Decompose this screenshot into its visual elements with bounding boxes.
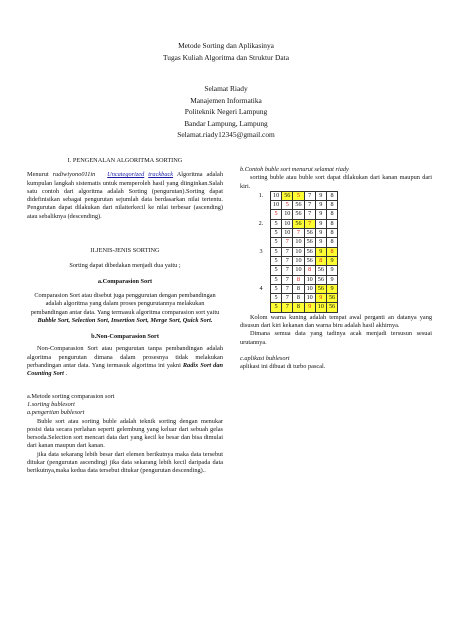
- sort-cell: 8: [326, 210, 337, 219]
- sort-cell: 7: [282, 294, 293, 303]
- sort-table-row: [252, 294, 338, 303]
- sort-cell: 5: [271, 266, 282, 275]
- sort-table-row: [252, 256, 338, 265]
- method-definition-heading: a.pengertian bublesort: [27, 409, 85, 417]
- sort-step-label: 2.: [258, 219, 264, 227]
- section-2-text: Sorting dapat dibedakan menjadi dua yaitu ;: [69, 262, 181, 270]
- author-dept: Manajemen Informatika: [190, 95, 262, 105]
- author-email: Selamat.riady12345@gmail.com: [177, 130, 275, 139]
- non-comparasion-list: Radix Sort dan Counting Sort: [27, 362, 223, 378]
- sort-cell: 8: [326, 201, 337, 210]
- sort-cell: 9: [326, 284, 337, 293]
- section-heading-1: I. PENGENALAN ALGORITMA SORTING: [67, 157, 183, 164]
- sort-cell: 7: [282, 238, 293, 247]
- sort-cell: 56: [315, 275, 326, 284]
- non-comparasion-end: .: [63, 370, 68, 378]
- bublesort-definition: Buble sort atau sorting buble adalah teknik sorting dengan menukar posisi data secara perlahan seperti gelembung yang keluar dari sebuah gelas bersoda.Selection sort mencari data dari yang kecil ke besar dan bisa dimulai dari kanan maupun dari kanan.: [27, 417, 223, 450]
- sort-step-label: [252, 256, 271, 265]
- sort-step-label: [252, 275, 271, 284]
- sort-cell: 9: [304, 303, 315, 312]
- sort-cell: 10: [304, 275, 315, 284]
- method-bublesort: 1.sorting bublesort: [27, 400, 75, 408]
- sort-cell: 9: [326, 256, 337, 265]
- author-school: Politeknik Negeri Lampung: [184, 107, 268, 116]
- paper-header: [0, 40, 452, 141]
- sort-table-row: [252, 247, 338, 256]
- sort-cell: 8: [293, 275, 304, 284]
- sort-step-label: 4: [259, 284, 263, 292]
- sort-table-row: [252, 284, 338, 293]
- sort-cell: 7: [304, 201, 315, 210]
- sort-step-label: [252, 210, 271, 219]
- sort-cell: 9: [315, 238, 326, 247]
- sort-cell: 8: [293, 303, 304, 312]
- sort-cell: 56: [304, 247, 315, 256]
- sort-cell: 8: [293, 284, 304, 293]
- sort-cell: 10: [282, 229, 293, 238]
- uncategorized-link[interactable]: Uncategorized: [107, 171, 145, 179]
- sort-cell: 56: [304, 229, 315, 238]
- sort-table-row: [252, 191, 338, 200]
- sort-step-label: [252, 229, 271, 238]
- sort-cell: 5: [271, 303, 282, 312]
- sort-cell: 5: [271, 219, 282, 228]
- sort-step-label: [252, 266, 271, 275]
- comparasion-sort-list: Bubble Sort, Selection Sort, Insertion Sort, Merge Sort, Quick Sort.: [37, 316, 213, 324]
- sort-step-label: [252, 201, 271, 210]
- sort-table-row: [252, 238, 338, 247]
- method-heading: a.Metode sorting comparasion sort: [27, 392, 115, 400]
- sort-table-row: [252, 210, 338, 219]
- sort-cell: 9: [315, 294, 326, 303]
- sort-table-row: [252, 229, 338, 238]
- sort-table-row: [252, 201, 338, 210]
- sort-cell: 5: [271, 238, 282, 247]
- sort-cell: 56: [304, 238, 315, 247]
- sort-table-row: [252, 266, 338, 275]
- intro-author: rudiwiyono011in: [52, 171, 96, 179]
- sort-step-label: 1.: [258, 191, 264, 199]
- sort-cell: 8: [315, 256, 326, 265]
- bublesort-rule: jika data sekarang lebih besar dari elemen berikutnya maka data tersebut ditukar (pengurutan ascending) jika data sekarang lebih kecil daripada data berikutnya,maka kedua data tersebut ditukar (pengurutan descending)..: [27, 450, 223, 475]
- sort-cell: 7: [304, 210, 315, 219]
- sort-step-label: [252, 238, 271, 247]
- sort-cell: 5: [271, 256, 282, 265]
- sort-cell: 10: [304, 284, 315, 293]
- intro-prefix: Menurut: [27, 171, 53, 179]
- sort-cell: 7: [282, 284, 293, 293]
- sort-cell: 9: [326, 266, 337, 275]
- sort-cell: 9: [315, 219, 326, 228]
- sort-cell: 7: [282, 266, 293, 275]
- example-heading: b.Contoh buble sort menurut selamat riady: [240, 166, 349, 173]
- subheading-non-comparasion-sort: b.Non-Comparasion Sort: [91, 333, 159, 341]
- sort-cell: 10: [304, 294, 315, 303]
- author-city: Bandar Lampung, Lampung: [184, 118, 268, 128]
- section-heading-2: II.JENIS-JENIS SORTING: [90, 247, 160, 255]
- sort-cell: 10: [271, 201, 282, 210]
- sort-step-label: 3: [259, 247, 263, 255]
- subheading-comparasion-sort: a.Comparasion Sort: [97, 277, 153, 285]
- right-column: [240, 166, 432, 372]
- application-heading: c.aplikasi bublesort: [240, 354, 290, 362]
- sort-cell: 8: [326, 238, 337, 247]
- sort-step-label: [252, 294, 271, 303]
- sort-cell: 5: [271, 275, 282, 284]
- sort-cell: 7: [293, 229, 304, 238]
- non-comparasion-paragraph: [27, 345, 223, 378]
- sort-cell: 10: [293, 247, 304, 256]
- sort-cell: 10: [293, 238, 304, 247]
- sort-cell: 5: [271, 294, 282, 303]
- sort-cell: 8: [326, 191, 337, 200]
- sort-cell: 56: [326, 294, 337, 303]
- course-name: Tugas Kuliah Algoritma dan Struktur Data: [163, 52, 289, 62]
- note-colors: Kolom warna kuning adalah tempat awal perganti an datanya yang disusun dari kiri kekanan dan warna biru adalah hasil akhirnya.: [240, 313, 432, 330]
- sort-cell: 8: [304, 266, 315, 275]
- sort-cell: 8: [326, 229, 337, 238]
- sort-cell: 10: [293, 256, 304, 265]
- sort-cell: 56: [293, 201, 304, 210]
- sort-cell: 56: [293, 210, 304, 219]
- example-text: sorting buble atau buble sort dapat dilakukan dari kanan maupun dari kiri.: [240, 174, 432, 190]
- sort-cell: 56: [315, 284, 326, 293]
- sort-cell: 10: [271, 191, 282, 200]
- sort-cell: 56: [282, 191, 293, 200]
- sort-cell: 7: [304, 191, 315, 200]
- method-block: [27, 393, 223, 476]
- sort-cell: 8: [326, 247, 337, 256]
- sort-cell: 5: [271, 247, 282, 256]
- sort-cell: 9: [315, 191, 326, 200]
- sort-cell: 56: [293, 219, 304, 228]
- sort-step-label: [252, 303, 271, 312]
- comparasion-sort-paragraph: [27, 292, 223, 325]
- application-text: aplikasi ini dibuat di turbo pascal.: [240, 363, 326, 371]
- sort-cell: 9: [315, 210, 326, 219]
- sort-cell: 56: [304, 256, 315, 265]
- sort-cell: 5: [282, 201, 293, 210]
- sort-cell: 7: [282, 303, 293, 312]
- sort-cell: 5: [271, 229, 282, 238]
- sort-cell: 56: [326, 303, 337, 312]
- sort-cell: 9: [315, 229, 326, 238]
- comparasion-sort-text: Comparasion Sort atau disebut juga penggurutan dengan pembandingan adalah algoritma yang dalam proses pengurutannya melakukan pembandingan antar data. Yang termasuk algoritma comparasion sort yaitu: [30, 291, 220, 316]
- bubble-sort-table: [252, 191, 338, 313]
- sort-table-row: [252, 219, 338, 228]
- sort-cell: 5: [271, 210, 282, 219]
- sort-cell: 10: [282, 219, 293, 228]
- paper-title: Metode Sorting dan Aplikasinya: [178, 41, 274, 50]
- sort-table-row: [252, 303, 338, 312]
- sort-cell: 9: [315, 201, 326, 210]
- sort-cell: 5: [293, 191, 304, 200]
- sort-cell: 7: [282, 275, 293, 284]
- sort-cell: 8: [326, 219, 337, 228]
- sort-cell: 56: [315, 266, 326, 275]
- sort-cell: 8: [293, 294, 304, 303]
- intro-body: Algoritma adalah kumpulan langkah sistematis untuk memperoleh hasil yang diinginkan.Salah satu contoh dari algoritma adalah Sorting (pengurutan).Sorting dapat didefinisikan sebagai pengurutan sejumlah data berdasarkan nilai tertentu. Pengurutan dapat dilakukan dari nilaiterkecil ke nilai terbesar (ascending) atau sebaliknya (descending).: [27, 171, 223, 220]
- sort-cell: 10: [293, 266, 304, 275]
- sort-cell: 5: [271, 284, 282, 293]
- sort-cell: 10: [282, 210, 293, 219]
- sort-cell: 9: [315, 247, 326, 256]
- author-name: Selamat Riady: [204, 84, 248, 93]
- intro-paragraph: [27, 171, 223, 221]
- note-result: Dimana semua data yang tadinya acak menjadi tersusun sesuai urutannya.: [240, 330, 432, 346]
- sort-cell: 7: [282, 247, 293, 256]
- sort-cell: 7: [282, 256, 293, 265]
- trackback-link[interactable]: trackback: [148, 171, 174, 179]
- non-comparasion-text: Non-Comparasion Sort atau pengurutan tanpa pembandingan adalah algoritma pengurutan dimana dalam prosesnya tidak melakukan perbandingan antar data. Yang termasuk algoritma ini yakni: [27, 345, 223, 370]
- sort-cell: 7: [304, 219, 315, 228]
- sort-table-row: [252, 275, 338, 284]
- left-column: [27, 157, 223, 476]
- sort-cell: 9: [326, 275, 337, 284]
- sort-cell: 10: [315, 303, 326, 312]
